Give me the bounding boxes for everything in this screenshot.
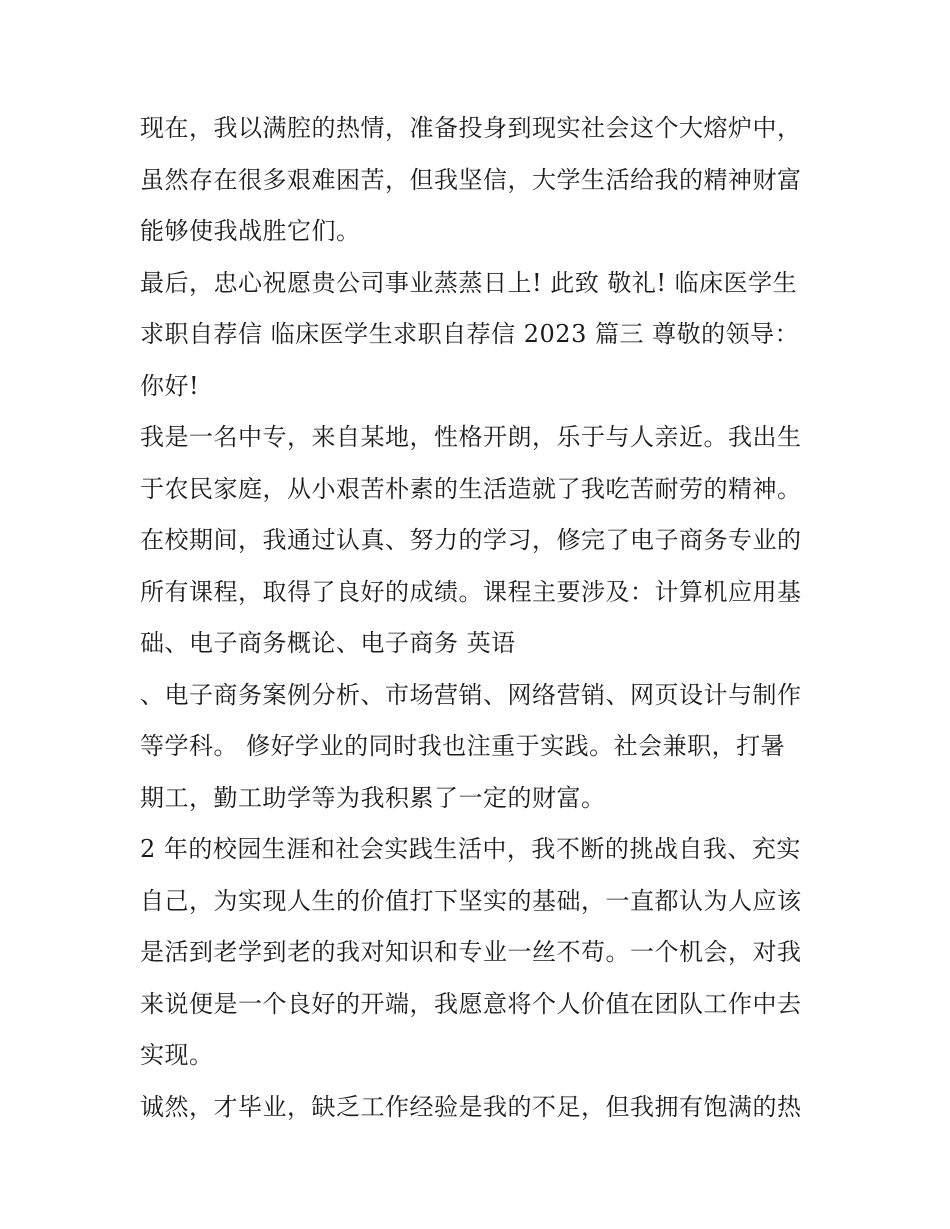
text-line: 在校期间，我通过认真、努力的学习，修完了电子商务专业的 [140, 526, 802, 554]
text-line: 所有课程，取得了良好的成绩。课程主要涉及：计算机应用基 [140, 577, 802, 606]
text-line: 最后，忠心祝愿贵公司事业蒸蒸日上! 此致 敬礼! 临床医学生 [140, 268, 798, 297]
text-line: 自己，为实现人生的价值打下坚实的基础，一直都认为人应该 [140, 886, 802, 915]
text-line: 现在，我以满腔的热情，准备投身到现实社会这个大熔炉中， [140, 114, 802, 142]
text-line: 求职自荐信 临床医学生求职自荐信 2023 篇三 尊敬的领导： [140, 320, 800, 348]
text-line: 于农民家庭，从小艰苦朴素的生活造就了我吃苦耐劳的精神。 [140, 474, 802, 503]
text-line: 期工，勤工助学等为我积累了一定的财富。 [140, 783, 606, 812]
text-line: 是活到老学到老的我对知识和专业一丝不苟。一个机会，对我 [140, 938, 802, 966]
text-line: 来说便是一个良好的开端，我愿意将个人价值在团队工作中去 [140, 989, 802, 1018]
text-line: 你好! [140, 371, 200, 400]
text-line: 、电子商务案例分析、市场营销、网络营销、网页设计与制作 [140, 680, 802, 709]
document-body [140, 103, 820, 1133]
text-line: 2 年的校园生涯和社会实践生活中，我不断的挑战自我、充实 [140, 835, 801, 863]
text-line: 实现。 [140, 1041, 214, 1069]
text-line: 等学科。 修好学业的同时我也注重于实践。社会兼职，打暑 [140, 732, 786, 760]
text-line: 诚然，才毕业，缺乏工作经验是我的不足，但我拥有饱满的热 [140, 1092, 802, 1121]
text-line: 础、电子商务概论、电子商务 英语 [140, 629, 516, 657]
text-line: 能够使我战胜它们。 [140, 217, 361, 245]
text-line: 我是一名中专，来自某地，性格开朗，乐于与人亲近。我出生 [140, 423, 802, 451]
text-line: 虽然存在很多艰难困苦，但我坚信，大学生活给我的精神财富 [140, 165, 802, 194]
